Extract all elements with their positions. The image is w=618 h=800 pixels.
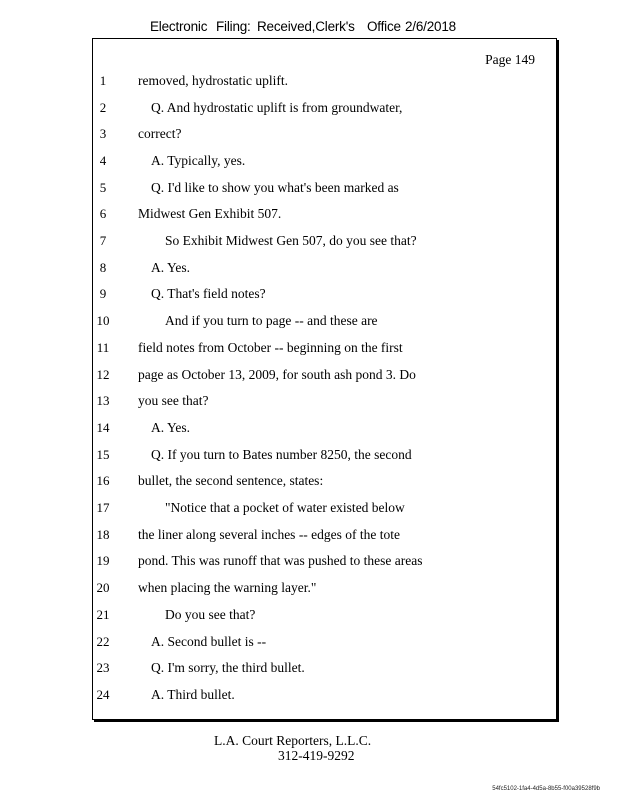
line-number: 21	[96, 607, 110, 622]
line-number: 14	[96, 420, 110, 435]
transcript-line: you see that?	[138, 393, 209, 408]
reporter-footer	[214, 733, 371, 763]
line-number: 12	[96, 367, 110, 382]
line-number: 15	[96, 447, 110, 462]
line-number: 10	[96, 313, 110, 328]
transcript-line: Do you see that?	[165, 607, 256, 622]
transcript-line: when placing the warning layer."	[138, 580, 317, 595]
line-number: 13	[96, 393, 110, 408]
line-number: 8	[99, 260, 107, 275]
line-number: 4	[99, 153, 107, 168]
transcript-line: A. Typically, yes.	[151, 153, 246, 168]
transcript-line: "Notice that a pocket of water existed below	[165, 500, 405, 515]
filing-word-office: Office	[367, 19, 401, 34]
line-number: 11	[96, 340, 110, 355]
transcript-line: page as October 13, 2009, for south ash pond 3. Do	[138, 367, 416, 382]
line-number: 7	[99, 233, 107, 248]
line-number: 16	[96, 473, 110, 488]
transcript-line: the liner along several inches -- edges of the tote	[138, 527, 401, 542]
transcript-line: bullet, the second sentence, states:	[138, 473, 324, 488]
transcript-line: pond. This was runoff that was pushed to these areas	[138, 553, 423, 568]
line-number: 20	[96, 580, 110, 595]
line-number: 17	[96, 500, 110, 515]
line-number: 1	[99, 73, 107, 88]
filing-date: 2/6/2018	[405, 19, 456, 34]
transcript-line: A. Yes.	[151, 260, 191, 275]
line-number: 24	[96, 687, 110, 702]
line-number: 3	[99, 126, 107, 141]
document-hash: 54fc5102-1fa4-4d5a-8b55-f00a39528f9b	[492, 786, 600, 792]
line-number: 5	[99, 180, 107, 195]
transcript-line: removed, hydrostatic uplift.	[138, 73, 288, 88]
line-number: 18	[96, 527, 110, 542]
filing-word-electronic: Electronic	[150, 19, 208, 34]
line-number: 2	[99, 100, 107, 115]
filing-word-received-clerks: Received,Clerk's	[257, 19, 355, 34]
transcript-line: Q. And hydrostatic uplift is from groundwater,	[151, 100, 403, 115]
line-number: 6	[99, 206, 107, 221]
page-number: Page 149	[485, 52, 535, 67]
transcript-line: A. Third bullet.	[151, 687, 235, 702]
transcript-line: Midwest Gen Exhibit 507.	[138, 206, 282, 221]
reporter-company: L.A. Court Reporters, L.L.C.	[214, 733, 372, 748]
transcript-line: Q. If you turn to Bates number 8250, the second	[151, 447, 412, 462]
transcript-line: A. Yes.	[151, 420, 191, 435]
line-number: 22	[96, 634, 110, 649]
line-number: 23	[96, 660, 110, 675]
transcript-line: correct?	[138, 126, 182, 141]
filing-word-filing: Filing:	[216, 19, 251, 34]
transcript-line: A. Second bullet is --	[151, 634, 267, 649]
reporter-phone: 312-419-9292	[278, 748, 355, 763]
transcript-line: Q. I'm sorry, the third bullet.	[151, 660, 305, 675]
line-number: 19	[96, 553, 110, 568]
transcript-line: field notes from October -- beginning on the first	[138, 340, 403, 355]
transcript-line: So Exhibit Midwest Gen 507, do you see that?	[165, 233, 417, 248]
line-number: 9	[99, 286, 107, 301]
transcript-line: Q. I'd like to show you what's been marked as	[151, 180, 399, 195]
transcript-line: And if you turn to page -- and these are	[165, 313, 378, 328]
transcript-line: Q. That's field notes?	[151, 286, 266, 301]
